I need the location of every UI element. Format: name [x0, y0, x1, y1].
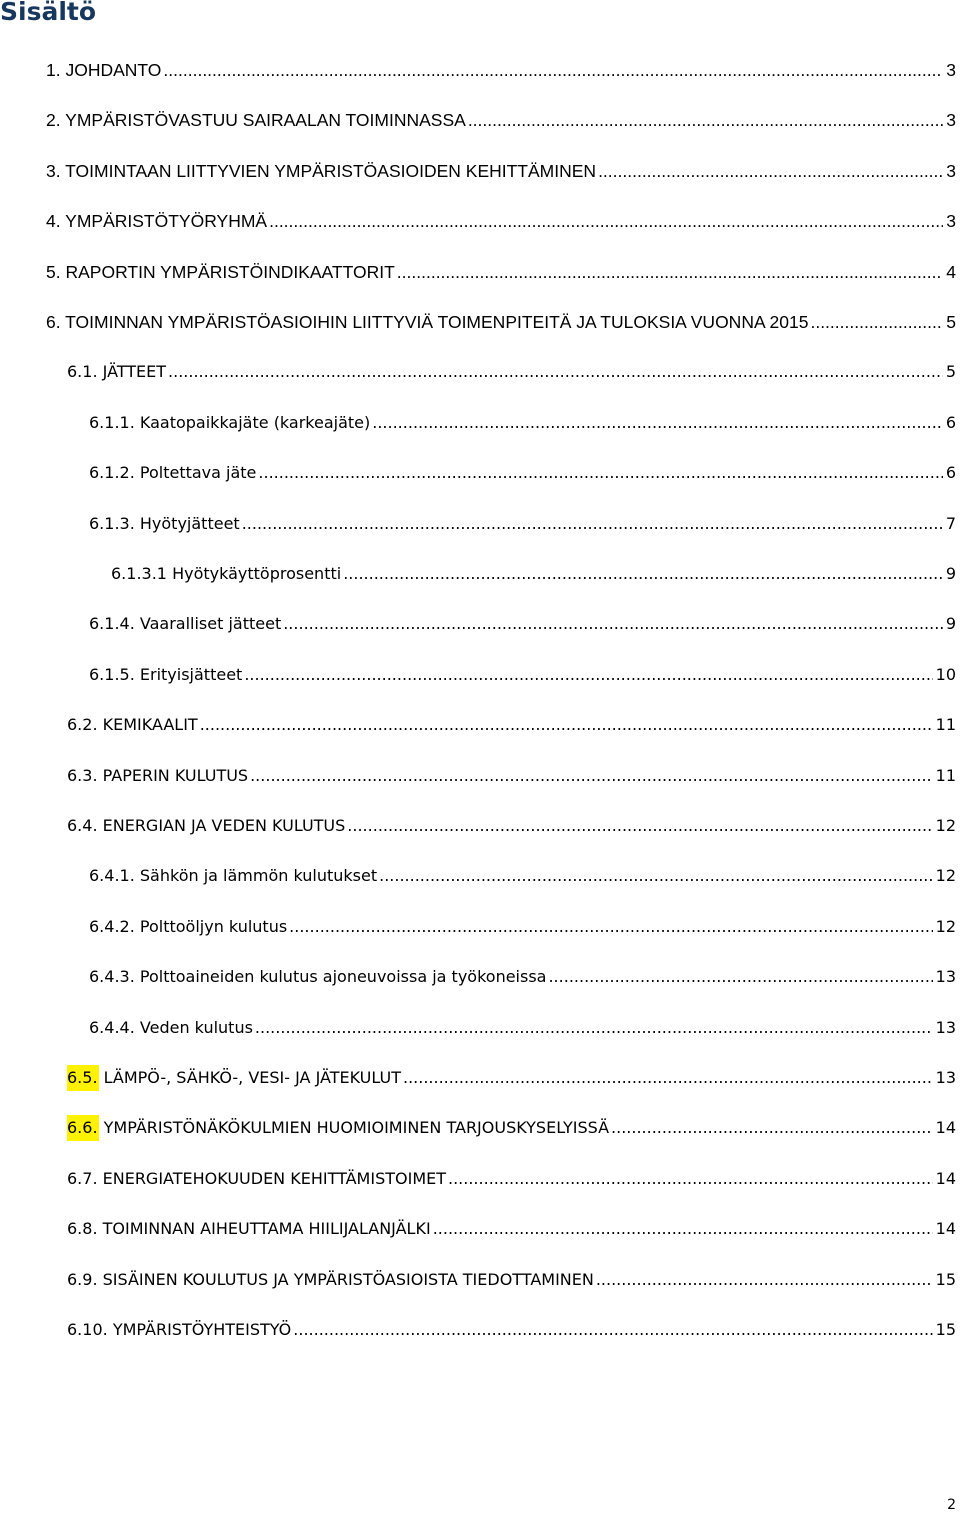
- toc-dot-leader: [810, 309, 943, 335]
- toc-entry-page: 6: [945, 463, 956, 483]
- toc-dot-leader: [242, 511, 943, 537]
- toc-dot-leader: [448, 1166, 933, 1192]
- toc-entry[interactable]: [46, 259, 956, 285]
- toc-entry-page: 3: [946, 110, 956, 131]
- toc-entry-label: Veden kulutus: [139, 1017, 253, 1037]
- toc-entry-page: 5: [946, 312, 956, 332]
- toc-entry[interactable]: [67, 763, 956, 789]
- toc-entry-label: TOIMINNAN YMPÄRISTÖASIOIHIN LIITTYVIÄ TOIMENPITEITÄ JA TULOKSIA VUONNA 2015: [65, 312, 809, 332]
- toc-entry-number: 6.4.2.: [89, 916, 135, 936]
- toc-entry-label: YMPÄRISTÖNÄKÖKULMIEN HUOMIOIMINEN TARJOUSKYSELYISSÄ: [103, 1118, 610, 1138]
- toc-title: Sisältö: [0, 0, 97, 26]
- toc-entry-label: YMPÄRISTÖVASTUU SAIRAALAN TOIMINNASSA: [65, 110, 466, 131]
- toc-entry-page: 11: [935, 765, 956, 785]
- toc-entry-number: 6.5.: [67, 1065, 99, 1091]
- toc-entry-page: 15: [935, 1320, 956, 1339]
- toc-entry-page: 14: [935, 1118, 956, 1138]
- toc-entry-page: 12: [935, 916, 956, 936]
- toc-entry-number: 6.1.3.: [89, 513, 135, 533]
- toc-entry-label: RAPORTIN YMPÄRISTÖINDIKAATTORIT: [65, 261, 395, 282]
- toc-dot-leader: [343, 561, 943, 587]
- toc-entry-number: 6.1.1.: [89, 412, 135, 432]
- toc-dot-leader: [468, 107, 943, 133]
- toc-entry[interactable]: [67, 1166, 956, 1192]
- toc-entry[interactable]: [67, 1065, 956, 1091]
- toc-dot-leader: [596, 1267, 933, 1293]
- toc-entry-number: 3.: [46, 160, 61, 181]
- toc-entry[interactable]: [67, 1317, 956, 1343]
- toc-dot-leader: [269, 208, 943, 234]
- toc-entry-page: 14: [935, 1168, 956, 1188]
- toc-entry-number: 6.8.: [67, 1219, 98, 1239]
- toc-entry[interactable]: [89, 662, 956, 688]
- toc-dot-leader: [283, 611, 943, 637]
- toc-dot-leader: [163, 57, 943, 83]
- toc-entry[interactable]: [67, 1115, 956, 1141]
- toc-dot-leader: [244, 662, 932, 688]
- toc-entry-label: Sähkön ja lämmön kulutukset: [139, 866, 378, 886]
- toc-entry-page: 7: [945, 513, 956, 533]
- toc-entry-page: 3: [946, 160, 956, 181]
- toc-entry-number: 6.1.2.: [89, 463, 135, 483]
- toc-entry[interactable]: [111, 561, 956, 587]
- toc-entry-number: 5.: [46, 261, 61, 282]
- toc-entry-number: 6.4.3.: [89, 967, 135, 987]
- toc-entry-number: 6.2.: [67, 715, 98, 735]
- toc-dot-leader: [347, 813, 932, 839]
- toc-entry[interactable]: [67, 359, 956, 385]
- toc-entry-page: 3: [946, 211, 956, 232]
- toc-dot-leader: [258, 460, 942, 486]
- toc-entry-label: Hyötykäyttöprosentti: [172, 564, 342, 583]
- toc-entry-page: 13: [935, 967, 956, 987]
- toc-entry-label: Vaaralliset jätteet: [139, 614, 282, 634]
- toc-entry[interactable]: [46, 57, 956, 83]
- toc-dot-leader: [548, 964, 932, 990]
- toc-entry[interactable]: [46, 309, 956, 335]
- toc-entry[interactable]: [46, 208, 956, 234]
- toc-dot-leader: [255, 1015, 933, 1041]
- toc-entry-number: 6.: [46, 312, 61, 332]
- toc-entry-label: ENERGIATEHOKUUDEN KEHITTÄMISTOIMET: [102, 1168, 446, 1188]
- toc-dot-leader: [403, 1065, 933, 1091]
- toc-entry-page: 11: [935, 715, 956, 735]
- toc-entry-page: 13: [935, 1068, 956, 1087]
- toc-entry-number: 6.1.3.1: [111, 564, 167, 583]
- toc-dot-leader: [397, 259, 943, 285]
- toc-entry-number: 6.1.5.: [89, 664, 135, 684]
- toc-entry[interactable]: [89, 964, 956, 990]
- toc-entry-label: JOHDANTO: [65, 60, 162, 80]
- toc-entry-label: Hyötyjätteet: [139, 513, 240, 533]
- toc-entry-number: 4.: [46, 211, 61, 232]
- toc-entry-page: 13: [935, 1017, 956, 1037]
- toc-entry[interactable]: [67, 813, 956, 839]
- toc-entry-label: YMPÄRISTÖTYÖRYHMÄ: [65, 211, 268, 232]
- toc-entry-number: 6.6.: [67, 1115, 99, 1141]
- toc-entry-label: ENERGIAN JA VEDEN KULUTUS: [102, 816, 346, 835]
- toc-entry[interactable]: [46, 158, 956, 184]
- toc-entry-label: Polttoaineiden kulutus ajoneuvoissa ja työkoneissa: [139, 967, 547, 987]
- toc-entry-page: 6: [945, 412, 956, 432]
- toc-entry[interactable]: [46, 107, 956, 133]
- toc-entry-number: 6.3.: [67, 765, 98, 785]
- toc-entry-number: 6.4.4.: [89, 1017, 135, 1037]
- toc-entry[interactable]: [89, 611, 956, 637]
- toc-dot-leader: [168, 359, 943, 385]
- toc-entry-page: 5: [945, 362, 956, 382]
- toc-entry-page: 15: [935, 1269, 956, 1289]
- toc-entry-number: 6.1.4.: [89, 614, 135, 634]
- toc-entry-label: JÄTTEET: [102, 362, 167, 382]
- toc-entry-label: Poltettava jäte: [139, 463, 257, 483]
- toc-dot-leader: [379, 863, 933, 889]
- toc-entry-label: YMPÄRISTÖYHTEISTYÖ: [112, 1320, 292, 1339]
- toc-entry-number: 6.7.: [67, 1168, 98, 1188]
- toc-entry-page: 14: [935, 1219, 956, 1239]
- toc-dot-leader: [250, 763, 933, 789]
- toc-entry-label: TOIMINNAN AIHEUTTAMA HIILIJALANJÄLKI: [102, 1219, 431, 1239]
- toc-entry[interactable]: [67, 1267, 956, 1293]
- toc-dot-leader: [293, 1317, 932, 1343]
- toc-entry-label: KEMIKAALIT: [102, 715, 198, 735]
- toc-dot-leader: [433, 1216, 933, 1242]
- toc-entry[interactable]: [89, 863, 956, 889]
- toc-entry-number: 1.: [46, 60, 61, 80]
- toc-entry-page: 12: [935, 816, 956, 835]
- toc-entry-label: TOIMINTAAN LIITTYVIEN YMPÄRISTÖASIOIDEN KEHITTÄMINEN: [65, 160, 597, 181]
- toc-entry-page: 4: [946, 261, 956, 282]
- toc-entry-number: 6.1.: [67, 362, 98, 382]
- toc-dot-leader: [200, 712, 933, 738]
- toc-entry[interactable]: [89, 1015, 956, 1041]
- toc-entry-number: 6.4.: [67, 816, 98, 835]
- toc-entry-number: 6.4.1.: [89, 866, 135, 886]
- toc-entry-label: LÄMPÖ-, SÄHKÖ-, VESI- JA JÄTEKULUT: [103, 1068, 401, 1087]
- toc-entry-number: 2.: [46, 110, 61, 131]
- toc-entry-label: PAPERIN KULUTUS: [102, 765, 249, 785]
- toc-entry-page: 12: [935, 866, 956, 886]
- toc-entry[interactable]: [89, 460, 956, 486]
- toc-dot-leader: [289, 914, 932, 940]
- toc-entry[interactable]: [89, 914, 956, 940]
- toc-entry-page: 9: [945, 614, 956, 634]
- toc-entry-page: 3: [946, 60, 956, 80]
- toc-dot-leader: [372, 410, 943, 436]
- toc-entry[interactable]: [67, 712, 956, 738]
- toc-dot-leader: [611, 1115, 933, 1141]
- toc-entry-page: 9: [945, 564, 956, 583]
- toc-entry[interactable]: [89, 511, 956, 537]
- toc-entry-number: 6.10.: [67, 1320, 108, 1339]
- toc-dot-leader: [598, 158, 943, 184]
- toc-entry-page: 10: [935, 664, 956, 684]
- toc-entry-label: Kaatopaikkajäte (karkeajäte): [139, 412, 371, 432]
- toc-entry-label: SISÄINEN KOULUTUS JA YMPÄRISTÖASIOISTA TIEDOTTAMINEN: [102, 1269, 594, 1289]
- toc-entry-number: 6.9.: [67, 1269, 98, 1289]
- toc-entry[interactable]: [89, 410, 956, 436]
- page-number: 2: [947, 1497, 956, 1513]
- toc-entry-label: Polttoöljyn kulutus: [139, 916, 288, 936]
- toc-entry-label: Erityisjätteet: [139, 664, 243, 684]
- toc-entry[interactable]: [67, 1216, 956, 1242]
